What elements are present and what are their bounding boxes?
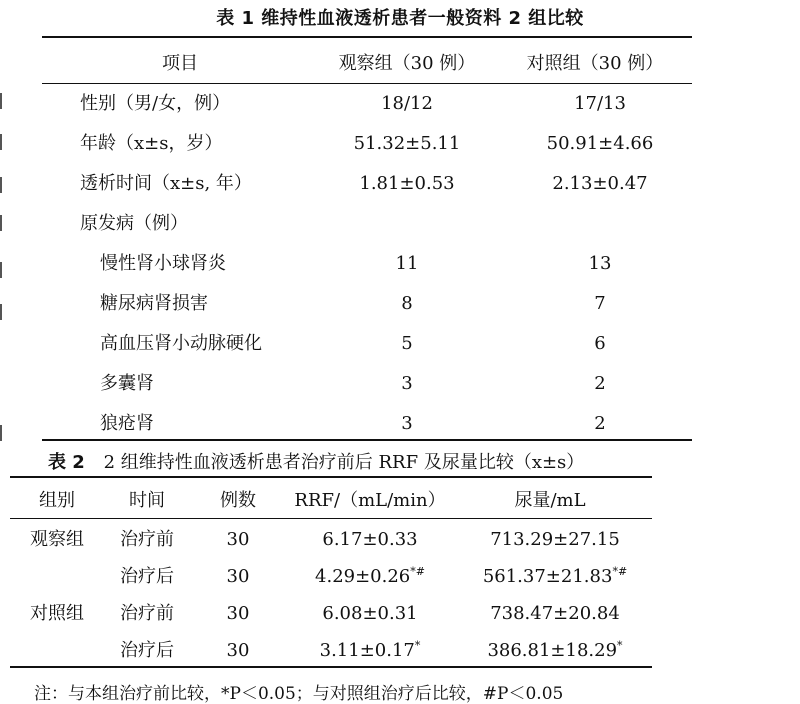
table2-header-time: 时间 xyxy=(129,490,165,511)
table1-cell-observe: 51.32±5.11 xyxy=(353,133,461,154)
table2-cell-urine xyxy=(475,528,635,552)
table2-cell-rrf-value: 6.17±0.33 xyxy=(322,529,418,550)
table2-cell-count-value: 30 xyxy=(226,566,250,587)
table2-cell-rrf-value: 6.08±0.31 xyxy=(322,603,418,624)
table2-cell-time-value: 治疗后 xyxy=(120,640,174,661)
table1-cell-control: 2.13±0.47 xyxy=(552,173,648,194)
table1-row-label: 慢性肾小球肾炎 xyxy=(100,253,226,274)
table2-cell-count xyxy=(203,602,273,626)
table1-cell-observe: 8 xyxy=(401,293,413,314)
table2-cell-time-value: 治疗前 xyxy=(120,603,174,624)
table1-cell-control: 2 xyxy=(594,373,606,394)
table2-cell-time xyxy=(112,639,182,663)
left-edge-mark xyxy=(0,262,8,278)
table1-header-rule xyxy=(42,83,692,84)
significance-mark: *# xyxy=(410,565,425,578)
table2-cell-group xyxy=(22,602,92,626)
table2-cell-urine-value: 738.47±20.84 xyxy=(490,603,620,624)
left-edge-mark xyxy=(0,177,8,193)
table1-bottom-rule xyxy=(42,439,692,441)
table2-note: 注：与本组治疗前比较，*P＜0.05；与对照组治疗后比较，#P＜0.05 xyxy=(34,684,564,704)
left-edge-mark xyxy=(0,215,8,231)
table2-cell-count xyxy=(203,528,273,552)
table2-cell-urine-value: 561.37±21.83 xyxy=(482,566,613,587)
table1-cell-observe: 3 xyxy=(401,373,413,394)
table1-row-label: 多囊肾 xyxy=(100,373,154,394)
table1-cell-control: 17/13 xyxy=(574,93,626,114)
table1-header-observe: 观察组（30 例） xyxy=(338,53,476,74)
table1-cell-observe: 1.81±0.53 xyxy=(359,173,455,194)
table2-cell-rrf xyxy=(280,639,460,663)
table1-cell-observe: 5 xyxy=(401,333,413,354)
left-edge-mark xyxy=(0,425,8,441)
table1-cell-control: 13 xyxy=(588,253,612,274)
table2-header-urine: 尿量/mL xyxy=(514,490,586,511)
table1-header-item: 项目 xyxy=(162,53,198,74)
table2-cell-count xyxy=(203,639,273,663)
table2-cell-urine-value: 713.29±27.15 xyxy=(490,529,620,550)
table1-cell-control: 7 xyxy=(594,293,606,314)
table2-header-rrf: RRF/（mL/min） xyxy=(294,490,446,511)
table2-header-count: 例数 xyxy=(220,490,256,511)
table2-cell-time-value: 治疗前 xyxy=(120,529,174,550)
table2-cell-group-value: 对照组 xyxy=(30,603,84,624)
table2-cell-rrf-value: 3.11±0.17 xyxy=(319,640,415,661)
left-edge-mark xyxy=(0,93,8,109)
table2-cell-urine xyxy=(475,602,635,626)
table2-cell-group-value: 观察组 xyxy=(30,529,84,550)
table2-header-rule xyxy=(10,518,652,519)
table2-bottom-rule xyxy=(10,666,652,668)
table1-row-label: 狼疮肾 xyxy=(100,413,154,434)
table2-title xyxy=(48,448,584,474)
table2-cell-count xyxy=(203,565,273,589)
table2-title-label: 表 2 xyxy=(48,452,85,473)
table2-cell-time xyxy=(112,528,182,552)
table1-header-control: 对照组（30 例） xyxy=(526,53,664,74)
table1-title: 表 1 维持性血液透析患者一般资料 2 组比较 xyxy=(216,8,584,29)
significance-mark: * xyxy=(414,639,421,652)
table2-header-group: 组别 xyxy=(39,490,75,511)
table1-cell-control: 6 xyxy=(594,333,606,354)
table1-cell-control: 50.91±4.66 xyxy=(546,133,654,154)
table2-top-rule xyxy=(10,476,652,478)
table1-row-label: 性别（男/女，例） xyxy=(80,93,231,114)
table1-cell-observe: 3 xyxy=(401,413,413,434)
table2-cell-count-value: 30 xyxy=(226,529,250,550)
table2-cell-count-value: 30 xyxy=(226,640,250,661)
table1-row-label: 高血压肾小动脉硬化 xyxy=(100,333,262,354)
table1-row-label: 原发病（例） xyxy=(80,213,188,234)
table2-cell-rrf xyxy=(280,565,460,589)
left-edge-mark xyxy=(0,134,8,150)
table2-cell-time xyxy=(112,602,182,626)
table2-cell-time xyxy=(112,565,182,589)
table1-row-label: 年龄（x±s，岁） xyxy=(80,133,223,154)
table2-cell-urine xyxy=(475,565,635,589)
table1-row-label: 糖尿病肾损害 xyxy=(100,293,208,314)
table1-cell-observe: 11 xyxy=(395,253,419,274)
table1-row-label: 透析时间（x±s, 年） xyxy=(80,173,252,194)
table2-cell-time-value: 治疗后 xyxy=(120,566,174,587)
table2-title-text: 2 组维持性血液透析患者治疗前后 RRF 及尿量比较（x±s） xyxy=(103,452,585,473)
table1-top-rule xyxy=(42,36,692,38)
significance-mark: * xyxy=(617,639,623,652)
table2-cell-rrf-value: 4.29±0.26 xyxy=(315,566,411,587)
table2-cell-count-value: 30 xyxy=(226,603,250,624)
table1-cell-observe: 18/12 xyxy=(381,93,433,114)
table2-cell-rrf xyxy=(280,602,460,626)
left-edge-mark xyxy=(0,304,8,320)
table2-cell-group xyxy=(22,528,92,552)
table2-cell-rrf xyxy=(280,528,460,552)
table2-cell-urine xyxy=(475,639,635,663)
table2-cell-urine-value: 386.81±18.29 xyxy=(487,640,618,661)
significance-mark: *# xyxy=(612,565,628,578)
table1-cell-control: 2 xyxy=(594,413,606,434)
